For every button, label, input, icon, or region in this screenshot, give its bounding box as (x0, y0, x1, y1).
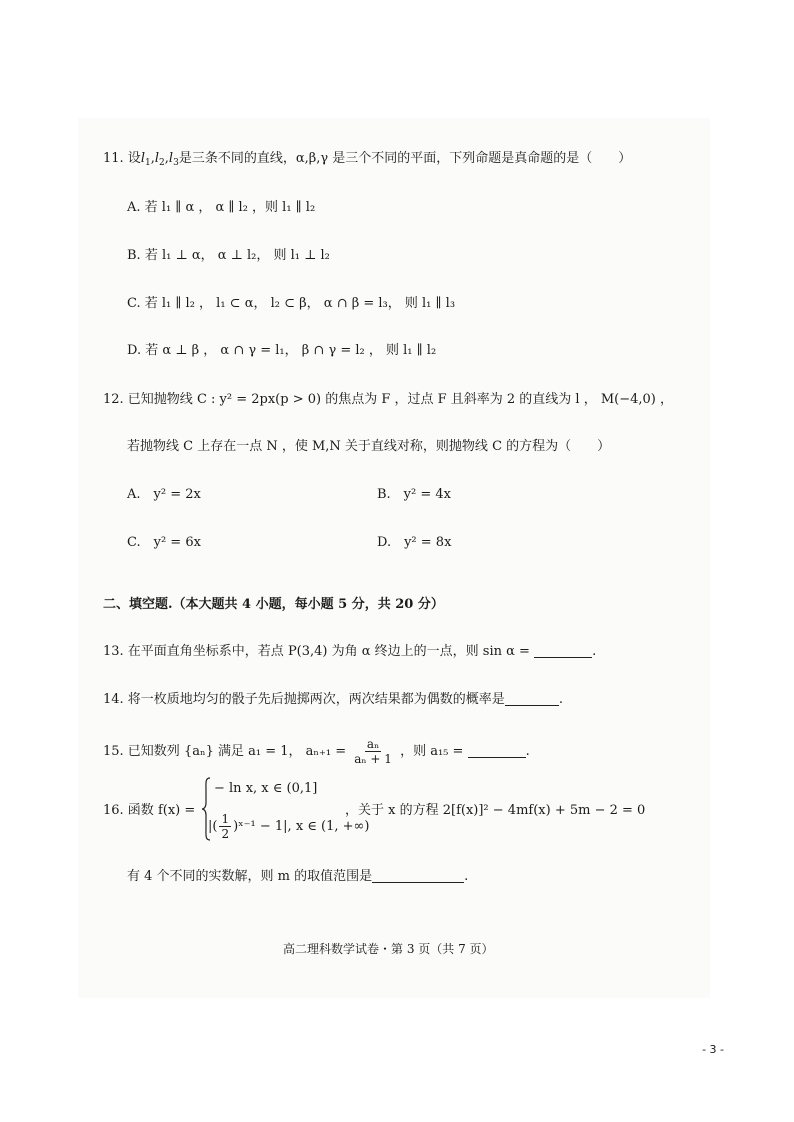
q16-prefix: 16. 函数 f(x) = (103, 803, 196, 818)
q14-answer-blank (505, 692, 559, 706)
q11-option-b (127, 247, 330, 265)
q13 (103, 643, 596, 661)
q15-fraction-numerator: aₙ (366, 737, 380, 751)
q12-option-c: C. y² = 6x (127, 535, 201, 550)
q12-stem-line1: 12. 已知抛物线 C : y² = 2px(p > 0) 的焦点为 F ，过点 F 且斜率为 2 的直线为 l ， M(−4,0) ， (103, 392, 674, 407)
q15-fraction-denominator: aₙ + 1 (354, 752, 392, 766)
q11-option-d (127, 342, 436, 360)
q16-line2-text: 有 4 个不同的实数解，则 m 的取值范围是 (127, 869, 373, 884)
q11-option-b-text: 若 l₁ ⊥ α， α ⊥ l₂， 则 l₁ ⊥ l₂ (144, 248, 330, 263)
q11-prefix: 11. 设 (103, 151, 141, 166)
q11-option-a-text: 若 l₁ ∥ α ， α ∥ l₂ ，则 l₁ ∥ l₂ (144, 200, 316, 215)
q12-option-a: A. y² = 2x (127, 487, 201, 502)
q16-half-numerator: 1 (221, 812, 230, 826)
q14-text: 14. 将一枚质地均匀的骰子先后抛掷两次，两次结果都为偶数的概率是 (103, 692, 505, 707)
q13-end: . (592, 644, 597, 659)
q11-stem-tail: 是三条不同的直线，α,β,γ 是三个不同的平面，下列命题是真命题的是（ ） (178, 151, 632, 166)
page-footer: 高二理科数学试卷・第 3 页（共 7 页） (283, 942, 494, 956)
q11-option-c-text: 若 l₁ ∥ l₂ ， l₁ ⊂ α， l₂ ⊂ β， α ∩ β = l₃， 则 l₁ ∥ l₃ (144, 296, 456, 311)
q12-option-d: D. y² = 8x (377, 535, 452, 550)
q11-option-c-label: C. (127, 296, 141, 311)
q11-option-c (127, 295, 455, 313)
q13-text: 13. 在平面直角坐标系中，若点 P(3,4) 为角 α 终边上的一点，则 sin α = (103, 644, 530, 659)
q15 (103, 736, 530, 768)
q15-answer-blank (468, 744, 526, 758)
q16-piece2-post: )ˣ⁻¹ − 1|, x ∈ (1, +∞) (233, 819, 370, 834)
q15-suffix: ，则 a₁₅ = (400, 744, 464, 759)
q14 (103, 691, 563, 709)
q14-end: . (558, 692, 563, 707)
q15-end: . (525, 744, 530, 759)
q16-line2 (127, 868, 468, 886)
q16-piece1: − ln x, x ∈ (0,1] (214, 781, 318, 796)
q11-stem: 11. 设$l_1,l_2,l_3$是三条不同的直线，α,β,γ 是三个不同的平面，下列命题是真命题的是（ ） (103, 151, 632, 168)
q11-option-b-label: B. (127, 248, 141, 263)
q16-half-fraction (219, 812, 231, 841)
q11-option-d-label: D. (127, 343, 142, 358)
q11-option-a (127, 199, 315, 217)
q16-suffix: ，关于 x 的方程 2[f(x)]² − 4mf(x) + 5m − 2 = 0 (345, 803, 646, 818)
q12-stem-line2: 若抛物线 C 上存在一点 N ，使 M,N 关于直线对称，则抛物线 C 的方程为（ ） (127, 439, 611, 454)
page-number: - 3 - (702, 1043, 724, 1056)
q16-piece2-pre: |( (208, 819, 218, 834)
q13-answer-blank (534, 644, 592, 658)
q12-option-b: B. y² = 4x (377, 487, 452, 502)
q15-fraction (352, 737, 394, 766)
q11-option-a-label: A. (127, 200, 141, 215)
q16-end: . (464, 869, 469, 884)
q15-prefix: 15. 已知数列 {aₙ} 满足 a₁ = 1， aₙ₊₁ = (103, 744, 347, 759)
q11-option-d-text: 若 α ⊥ β ， α ∩ γ = l₁， β ∩ γ = l₂ ， 则 l₁ ∥ l₂ (145, 343, 437, 358)
section-heading: 二、填空题.（本大题共 4 小题，每小题 5 分，共 20 分） (103, 597, 444, 612)
q16-half-denominator: 2 (221, 827, 230, 841)
q16-answer-blank (372, 869, 464, 883)
